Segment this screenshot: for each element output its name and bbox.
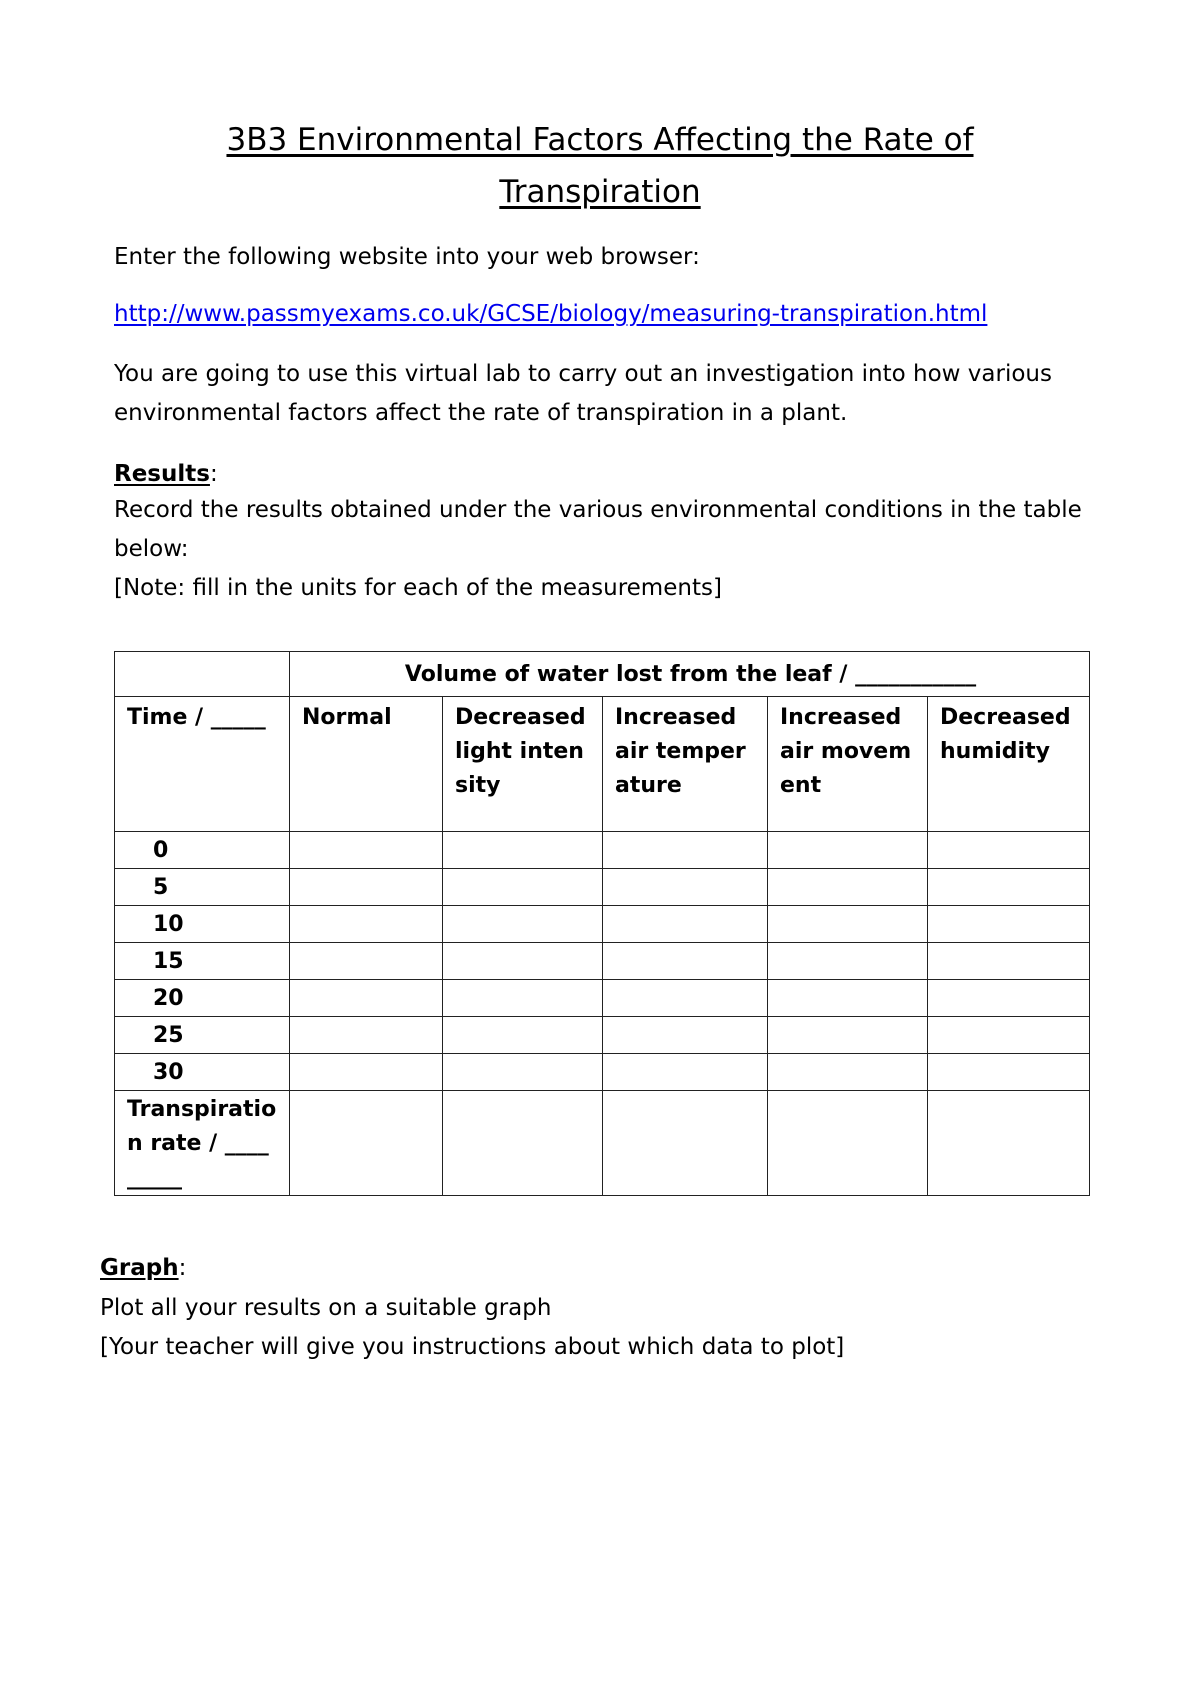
- time-cell: 0: [115, 832, 290, 869]
- page-title-line-2: Transpiration: [499, 174, 701, 210]
- website-link[interactable]: http://www.passmyexams.co.uk/GCSE/biology/measuring-transpiration.html: [114, 301, 988, 327]
- blank-cell[interactable]: [290, 869, 443, 906]
- blank-cell[interactable]: [603, 980, 768, 1017]
- transpiration-rate-label: Transpiration rate / _________: [115, 1091, 290, 1196]
- blank-cell[interactable]: [443, 943, 603, 980]
- table-row: [115, 1017, 1090, 1054]
- blank-cell[interactable]: [768, 906, 928, 943]
- graph-heading: Graph: [100, 1255, 179, 1281]
- column-header-decreased-humidity: Decreased humidity: [928, 697, 1090, 832]
- graph-instruction: Plot all your results on a suitable graph: [100, 1295, 552, 1321]
- blank-cell[interactable]: [443, 906, 603, 943]
- blank-cell[interactable]: [443, 1054, 603, 1091]
- transpiration-rate-row: [115, 1091, 1090, 1196]
- blank-cell[interactable]: [603, 832, 768, 869]
- blank-cell[interactable]: [928, 1017, 1090, 1054]
- graph-note: [Your teacher will give you instructions about which data to plot]: [100, 1334, 845, 1360]
- time-cell: 5: [115, 869, 290, 906]
- time-cell: 30: [115, 1054, 290, 1091]
- blank-cell[interactable]: [290, 1017, 443, 1054]
- blank-cell[interactable]: [768, 980, 928, 1017]
- time-cell: 15: [115, 943, 290, 980]
- investigation-description: You are going to use this virtual lab to carry out an investigation into how various environmental factors affect the rate of transpiration in a plant.: [114, 361, 1052, 426]
- blank-cell[interactable]: [928, 980, 1090, 1017]
- blank-cell[interactable]: [768, 1054, 928, 1091]
- blank-cell[interactable]: [443, 1091, 603, 1196]
- time-header: Time / _____: [115, 697, 290, 832]
- blank-cell[interactable]: [603, 1054, 768, 1091]
- results-heading-colon: :: [209, 461, 218, 487]
- table-row: [115, 906, 1090, 943]
- table-row: [115, 832, 1090, 869]
- website-url-line: [114, 295, 1094, 334]
- blank-cell[interactable]: [290, 906, 443, 943]
- graph-heading-colon: :: [178, 1255, 187, 1281]
- website-instruction: Enter the following website into your web browser:: [114, 244, 700, 270]
- blank-cell[interactable]: [928, 832, 1090, 869]
- blank-cell[interactable]: [443, 869, 603, 906]
- units-note: [Note: fill in the units for each of the measurements]: [114, 575, 722, 601]
- column-header-normal: Normal: [290, 697, 443, 832]
- blank-cell[interactable]: [768, 869, 928, 906]
- column-header-decreased-light: Decreased light intensity: [443, 697, 603, 832]
- blank-cell[interactable]: [290, 980, 443, 1017]
- table-row: [115, 980, 1090, 1017]
- blank-cell[interactable]: [928, 943, 1090, 980]
- column-headers-row: [115, 697, 1090, 832]
- blank-cell[interactable]: [290, 1091, 443, 1196]
- blank-cell[interactable]: [928, 1054, 1090, 1091]
- column-header-increased-air-movement: Increased air movement: [768, 697, 928, 832]
- table-row: [115, 1054, 1090, 1091]
- blank-cell[interactable]: [443, 1017, 603, 1054]
- table-row: [115, 869, 1090, 906]
- column-header-increased-temperature: Increased air temperature: [603, 697, 768, 832]
- results-heading: Results: [114, 461, 210, 487]
- page-title-line-1: 3B3 Environmental Factors Affecting the Rate of: [226, 122, 974, 158]
- time-cell: 10: [115, 906, 290, 943]
- blank-cell[interactable]: [768, 1091, 928, 1196]
- blank-cell[interactable]: [928, 869, 1090, 906]
- results-instruction: Record the results obtained under the various environmental conditions in the table below:: [114, 497, 1082, 562]
- results-table: [114, 651, 1090, 1196]
- results-heading-line: [114, 455, 1094, 494]
- blank-cell[interactable]: [290, 1054, 443, 1091]
- blank-cell[interactable]: [928, 1091, 1090, 1196]
- graph-heading-line: [100, 1249, 1080, 1288]
- blank-cell[interactable]: [928, 906, 1090, 943]
- blank-cell[interactable]: [603, 1017, 768, 1054]
- table-header-row: [115, 652, 1090, 697]
- blank-cell[interactable]: [443, 832, 603, 869]
- time-cell: 25: [115, 1017, 290, 1054]
- blank-cell[interactable]: [768, 832, 928, 869]
- blank-cell[interactable]: [768, 1017, 928, 1054]
- blank-cell[interactable]: [290, 943, 443, 980]
- blank-cell[interactable]: [603, 906, 768, 943]
- blank-cell[interactable]: [443, 980, 603, 1017]
- blank-cell[interactable]: [603, 869, 768, 906]
- blank-cell[interactable]: [768, 943, 928, 980]
- blank-cell[interactable]: [603, 1091, 768, 1196]
- time-cell: 20: [115, 980, 290, 1017]
- table-row: [115, 943, 1090, 980]
- blank-cell[interactable]: [290, 832, 443, 869]
- volume-header: Volume of water lost from the leaf / ___________: [290, 652, 1090, 697]
- empty-corner-cell: [115, 652, 290, 697]
- blank-cell[interactable]: [603, 943, 768, 980]
